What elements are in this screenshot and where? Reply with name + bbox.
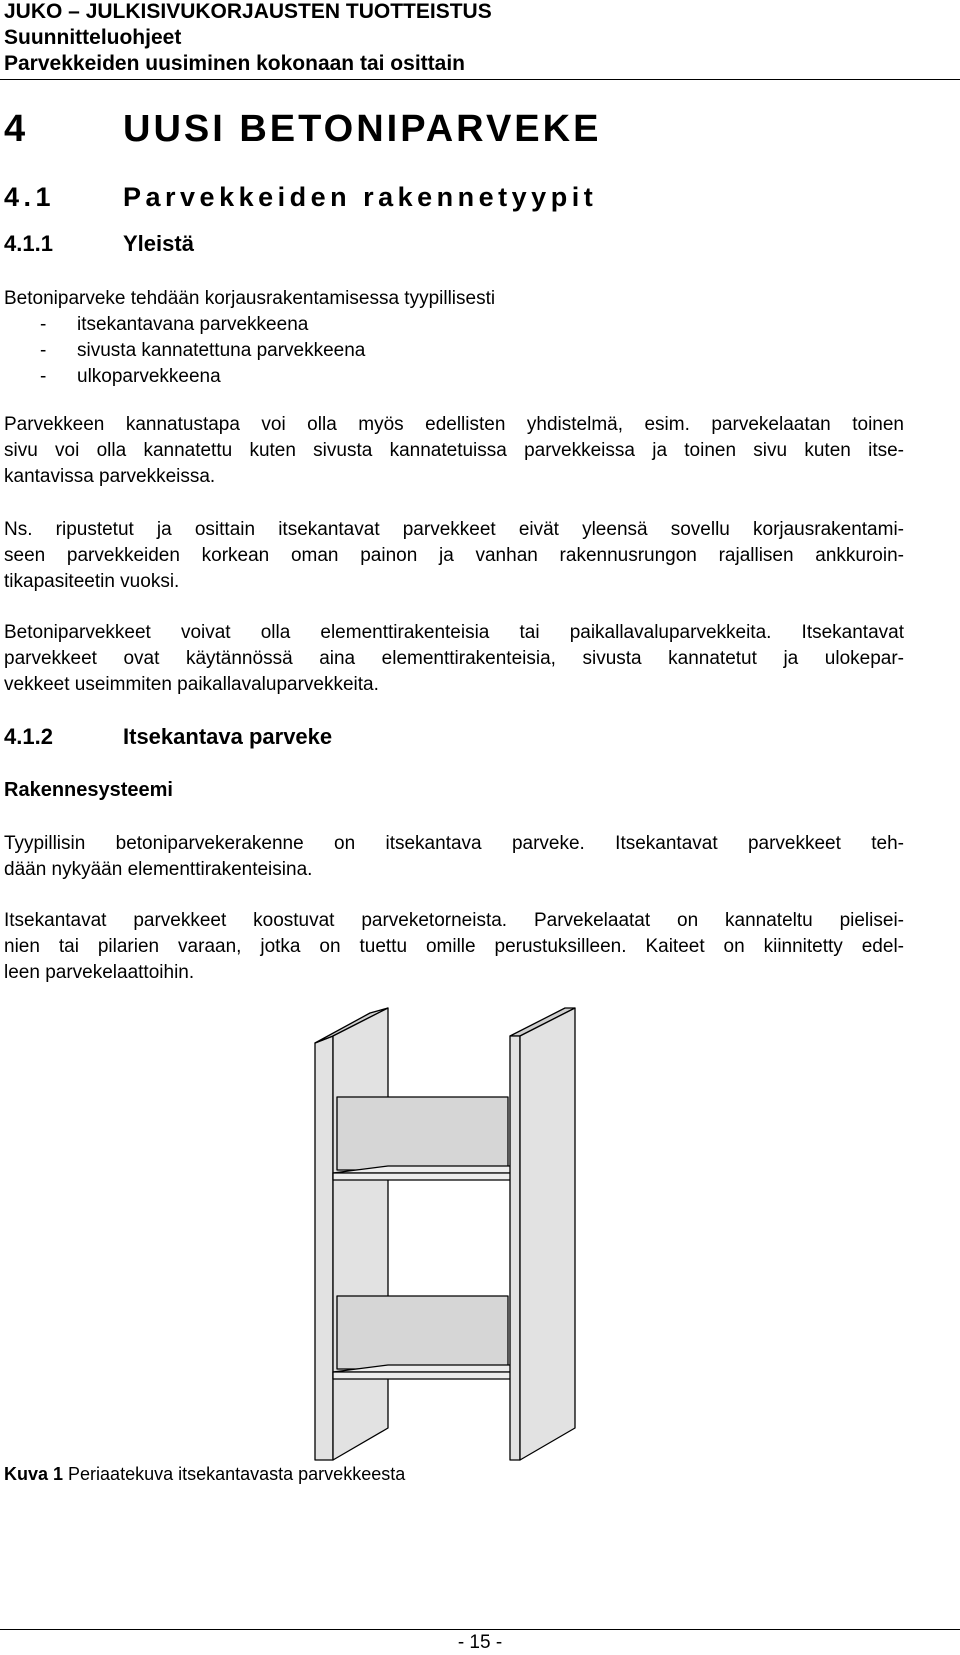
page-number: - 15 - [457,1632,503,1653]
list-item-text: itsekantavana parvekkeena [77,314,309,335]
header-doc-type: Suunnitteluohjeet [4,26,182,49]
list-dash: - [40,314,47,335]
paragraph-line: sivu voi olla kannatettu kuten sivusta kannatetuissa parvekkeissa ja toinen sivu kuten itse- [4,440,904,461]
chapter-title: UUSI BETONIPARVEKE [123,108,602,150]
paragraph-line: seen parvekkeiden korkean oman painon ja vanhan rakennusrungon rajallisen ankkuroin- [4,545,904,566]
upper-slab-front [333,1173,518,1180]
figure-caption-text: Periaatekuva itsekantavasta parvekkeesta [63,1464,406,1484]
paragraph-line: leen parvekelaattoihin. [4,962,195,983]
subsection-title: Itsekantava parveke [123,724,333,749]
list-dash: - [40,366,47,387]
paragraph-line: Ns. ripustetut ja osittain itsekantavat parvekkeet eivät yleensä sovellu korjausrakentami- [4,519,904,540]
lower-railing-panel [337,1296,508,1369]
intro-paragraph: Betoniparveke tehdään korjausrakentamisessa tyypillisesti [4,288,496,309]
footer-divider [0,1629,960,1630]
paragraph-line: nien tai pilarien varaan, jotka on tuettu omille perustuksilleen. Kaiteet on kiinnitetty edel- [4,936,904,957]
subsection-number: 4.1.1 [4,231,53,256]
paragraph-suspended-balconies [4,517,904,595]
header-doc-title: Parvekkeiden uusiminen kokonaan tai osittain [4,52,465,75]
subsection-number: 4.1.2 [4,724,53,749]
paragraph-line: dään nykyään elementtirakenteisina. [4,859,313,880]
right-wall-face [520,1008,575,1460]
figure-caption-label: Kuva 1 [4,1464,64,1484]
paragraph-line: tikapasiteetin vuoksi. [4,571,180,592]
list-item-text: ulkoparvekkeena [77,366,221,387]
balcony-tower-illustration [0,1000,960,1470]
left-wall-front [315,1036,333,1460]
header-project-title: JUKO – JULKISIVUKORJAUSTEN TUOTTEISTUS [4,0,492,23]
paragraph-support-method [4,412,904,490]
paragraph-line: Itsekantavat parvekkeet koostuvat parveketorneista. Parvekelaatat on kannateltu pielisei- [4,910,904,931]
paragraph-line: parvekkeet ovat käytännössä aina elementtirakenteisia, sivusta kannatetut ja ulokepar- [4,648,904,669]
header-divider [0,79,960,80]
paragraph-line: Tyypillisin betoniparvekerakenne on itsekantava parveke. Itsekantavat parvekkeet teh- [4,833,904,854]
paragraph-line: vekkeet useimmiten paikallavaluparvekkeita. [4,674,379,695]
paragraph-balcony-towers [4,908,904,986]
paragraph-element-types [4,620,904,698]
right-wall-front [510,1036,520,1460]
subsection-title: Yleistä [123,231,194,256]
left-wall-side [333,1008,388,1460]
lower-slab-front [333,1372,518,1379]
section-title: Parvekkeiden rakennetyypit [123,182,598,212]
paragraph-line: Betoniparvekkeet voivat olla elementtirakenteisia tai paikallavaluparvekkeita. Itsekantavat [4,622,904,643]
list-item-text: sivusta kannatettuna parvekkeena [77,340,366,361]
figure-caption [4,1462,405,1486]
upper-railing-panel [337,1097,508,1170]
paragraph-line: kantavissa parvekkeissa. [4,466,216,487]
section-number: 4.1 [4,182,56,212]
subheading-structural-system: Rakennesysteemi [4,779,173,801]
paragraph-line: Parvekkeen kannatustapa voi olla myös edellisten yhdistelmä, esim. parvekelaatan toinen [4,414,904,435]
chapter-number: 4 [4,108,29,150]
list-dash: - [40,340,47,361]
paragraph-typical-structure [4,831,904,883]
